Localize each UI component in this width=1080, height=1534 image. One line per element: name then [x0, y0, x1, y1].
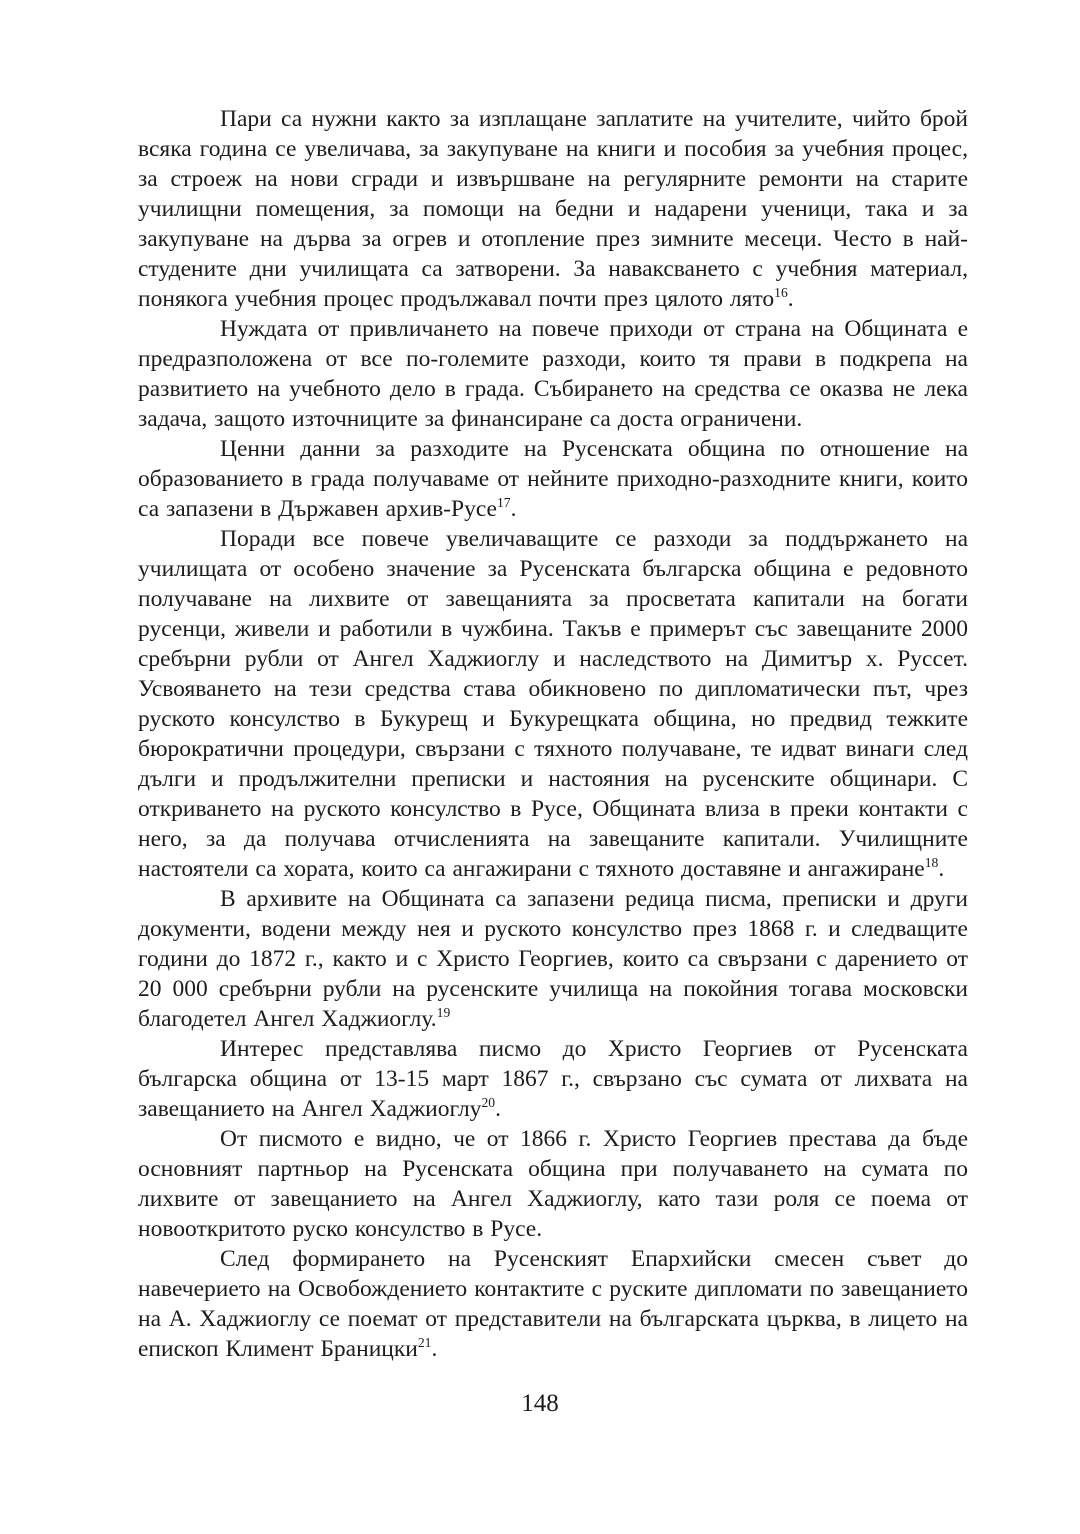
paragraph-text: .: [431, 1336, 438, 1362]
paragraph-text: Ценни данни за разходите на Русенската община по отношение на образованието в града получаваме от нейните приходно-разходните книги, които са запазени в Държавен архив-Русе: [138, 436, 968, 522]
paragraph-text: След формирането на Русенският Епархийски смесен съвет до навечерието на Освобождението контактите с руските дипломати по завещанието на А. Хаджиоглу се поемат от представители на българската църква, в лицето на епископ Климент Браницки: [138, 1246, 968, 1362]
paragraph-text: В архивите на Общината са запазени редица писма, преписки и други документи, водени между нея и руското консулство през 1868 г. и следващите години до 1872 г., както и с Христо Георгиев, които са свързани с дарението от 20 000 сребърни рубли на русенските училища на покойния тогава московски благодетел Ангел Хаджиоглу.: [138, 886, 968, 1032]
paragraph: [138, 1034, 968, 1124]
paragraph: [138, 884, 968, 1034]
paragraph-text: .: [510, 496, 517, 522]
paragraph-text: .: [787, 286, 794, 312]
paragraph-text: Интерес представлява писмо до Христо Георгиев от Русенската българска община от 13-15 март 1867 г., свързано със сумата от лихвата на завещанието на Ангел Хаджиоглу: [138, 1036, 968, 1122]
paragraph: [138, 104, 968, 314]
paragraph-text: От писмото е видно, че от 1866 г. Христо Георгиев престава да бъде основният партньор на Русенската община при получаването на сумата по лихвите от завещанието на Ангел Хаджиоглу, като тази роля се поема от новооткритото руско консулство в Русе.: [138, 1126, 968, 1242]
page-text: [138, 104, 968, 1364]
paragraph: [138, 1244, 968, 1364]
footnote-marker: 18: [924, 855, 939, 871]
paragraph-text: Поради все повече увеличаващите се разходи за поддържането на училищата от особено значение за Русенската българска община е редовното получаване на лихвите от завещанията за просветата капитали на богати русенци, живели и работили в чужбина. Такъв е примерът със завещаните 2000 сребърни рубли от Ангел Хаджиоглу и наследството на Димитър х. Руссет. Усвояването на тези средства става обикновено по дипломатически път, чрез руското консулство в Букурещ и Букурещката община, но предвид тежките бюрократични процедури, свързани с тяхното получаване, те идват винаги след дълги и продължителни преписки и настояния на русенските общинари. С откриването на руското консулство в Русе, Общината влиза в преки контакти с него, за да получава отчисленията на завещаните капитали. Училищните настоятели са хората, които са ангажирани с тяхното доставяне и ангажиране: [138, 526, 968, 882]
paragraph-text: .: [495, 1096, 501, 1122]
footnote-marker: 20: [481, 1095, 496, 1111]
footnote-marker: 16: [774, 285, 788, 301]
footnote-marker: 19: [436, 1005, 451, 1021]
page-number: 148: [521, 1390, 559, 1417]
paragraph-text: Пари са нужни както за изплащане заплатите на учителите, чийто брой всяка година се увеличава, за закупуване на книги и пособия за учебния процес, за строеж на нови сгради и извършване на регулярните ремонти на старите училищни помещения, за помощи на бедни и надарени ученици, така и за закупуване на дърва за огрев и отопление през зимните месеци. Често в най-студените дни училищата са затворени. За наваксването с учебния материал, понякога учебния процес продължавал почти през цялото лято: [138, 106, 968, 312]
footnote-marker: 21: [417, 1335, 432, 1351]
paragraph: [138, 524, 968, 884]
paragraph: [138, 314, 968, 434]
paragraph: [138, 434, 968, 524]
footnote-marker: 17: [496, 495, 511, 511]
paragraph-text: Нуждата от привличането на повече приходи от страна на Общината е предразположена от все по-големите разходи, които тя прави в подкрепа на развитието на учебното дело в града. Събирането на средства се оказва не лека задача, защото източниците за финансиране са доста ограничени.: [138, 316, 968, 432]
paragraph: [138, 1124, 968, 1244]
paragraph-text: .: [938, 856, 945, 882]
